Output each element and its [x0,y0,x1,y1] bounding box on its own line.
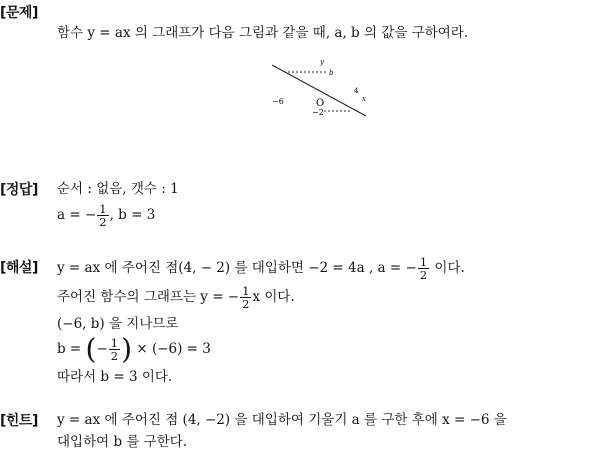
answer-line1: 순서 : 없음, 갯수 : 1 [57,181,179,197]
solution-fraction-3: $\frac{1}{2}$ [110,336,119,363]
x-axis-label: x [362,95,366,103]
answer-line2 [57,203,155,228]
problem-tag: [문제] [0,5,38,21]
function-graph [262,54,382,120]
hint-line1: y = ax 에 주어진 점 (4, −2) 을 대입하여 기울기 a 를 구한 후에 x = −6 을 [57,412,507,428]
y-axis-label: y [320,58,324,66]
hint-line2: 대입하여 b 를 구한다. [57,434,188,450]
problem-statement: 함수 y = ax 의 그래프가 다음 그림과 같을 때, a, b 의 값을 구하여라. [57,25,469,41]
solution-line2: 주어진 함수의 그래프는 y = − $\frac{1}{2}$ x 이다. [57,284,295,311]
solution-line4: b = (− $\frac{1}{2}$ ) × (−6) = 3 [57,332,211,366]
solution-tag: [해설] [0,260,38,276]
solution-fraction-1: $\frac{1}{2}$ [419,255,428,282]
answer-fraction: $\frac{1}{2}$ [99,202,107,229]
answer-tag: [정답] [0,182,38,198]
answer-b-part: , b = 3 [109,207,156,223]
solution-fraction-2: $\frac{1}{2}$ [242,284,250,311]
hint-tag: [힌트] [0,413,38,429]
minus2-label: −2 [312,108,324,117]
minus6-label: −6 [272,97,284,106]
solution-line1: y = ax 에 주어진 점(4, − 2) 를 대입하면 −2 = 4a , a = − $\frac{1}{2}$ 이다. [57,255,465,282]
origin-label: O [316,98,325,109]
b-label: b [329,69,334,77]
solution-line5: 따라서 b = 3 이다. [57,369,173,385]
answer-a-prefix: a = − [57,207,97,223]
solution-line3: (−6, b) 을 지나므로 [57,316,179,332]
four-label: 4 [354,87,359,95]
